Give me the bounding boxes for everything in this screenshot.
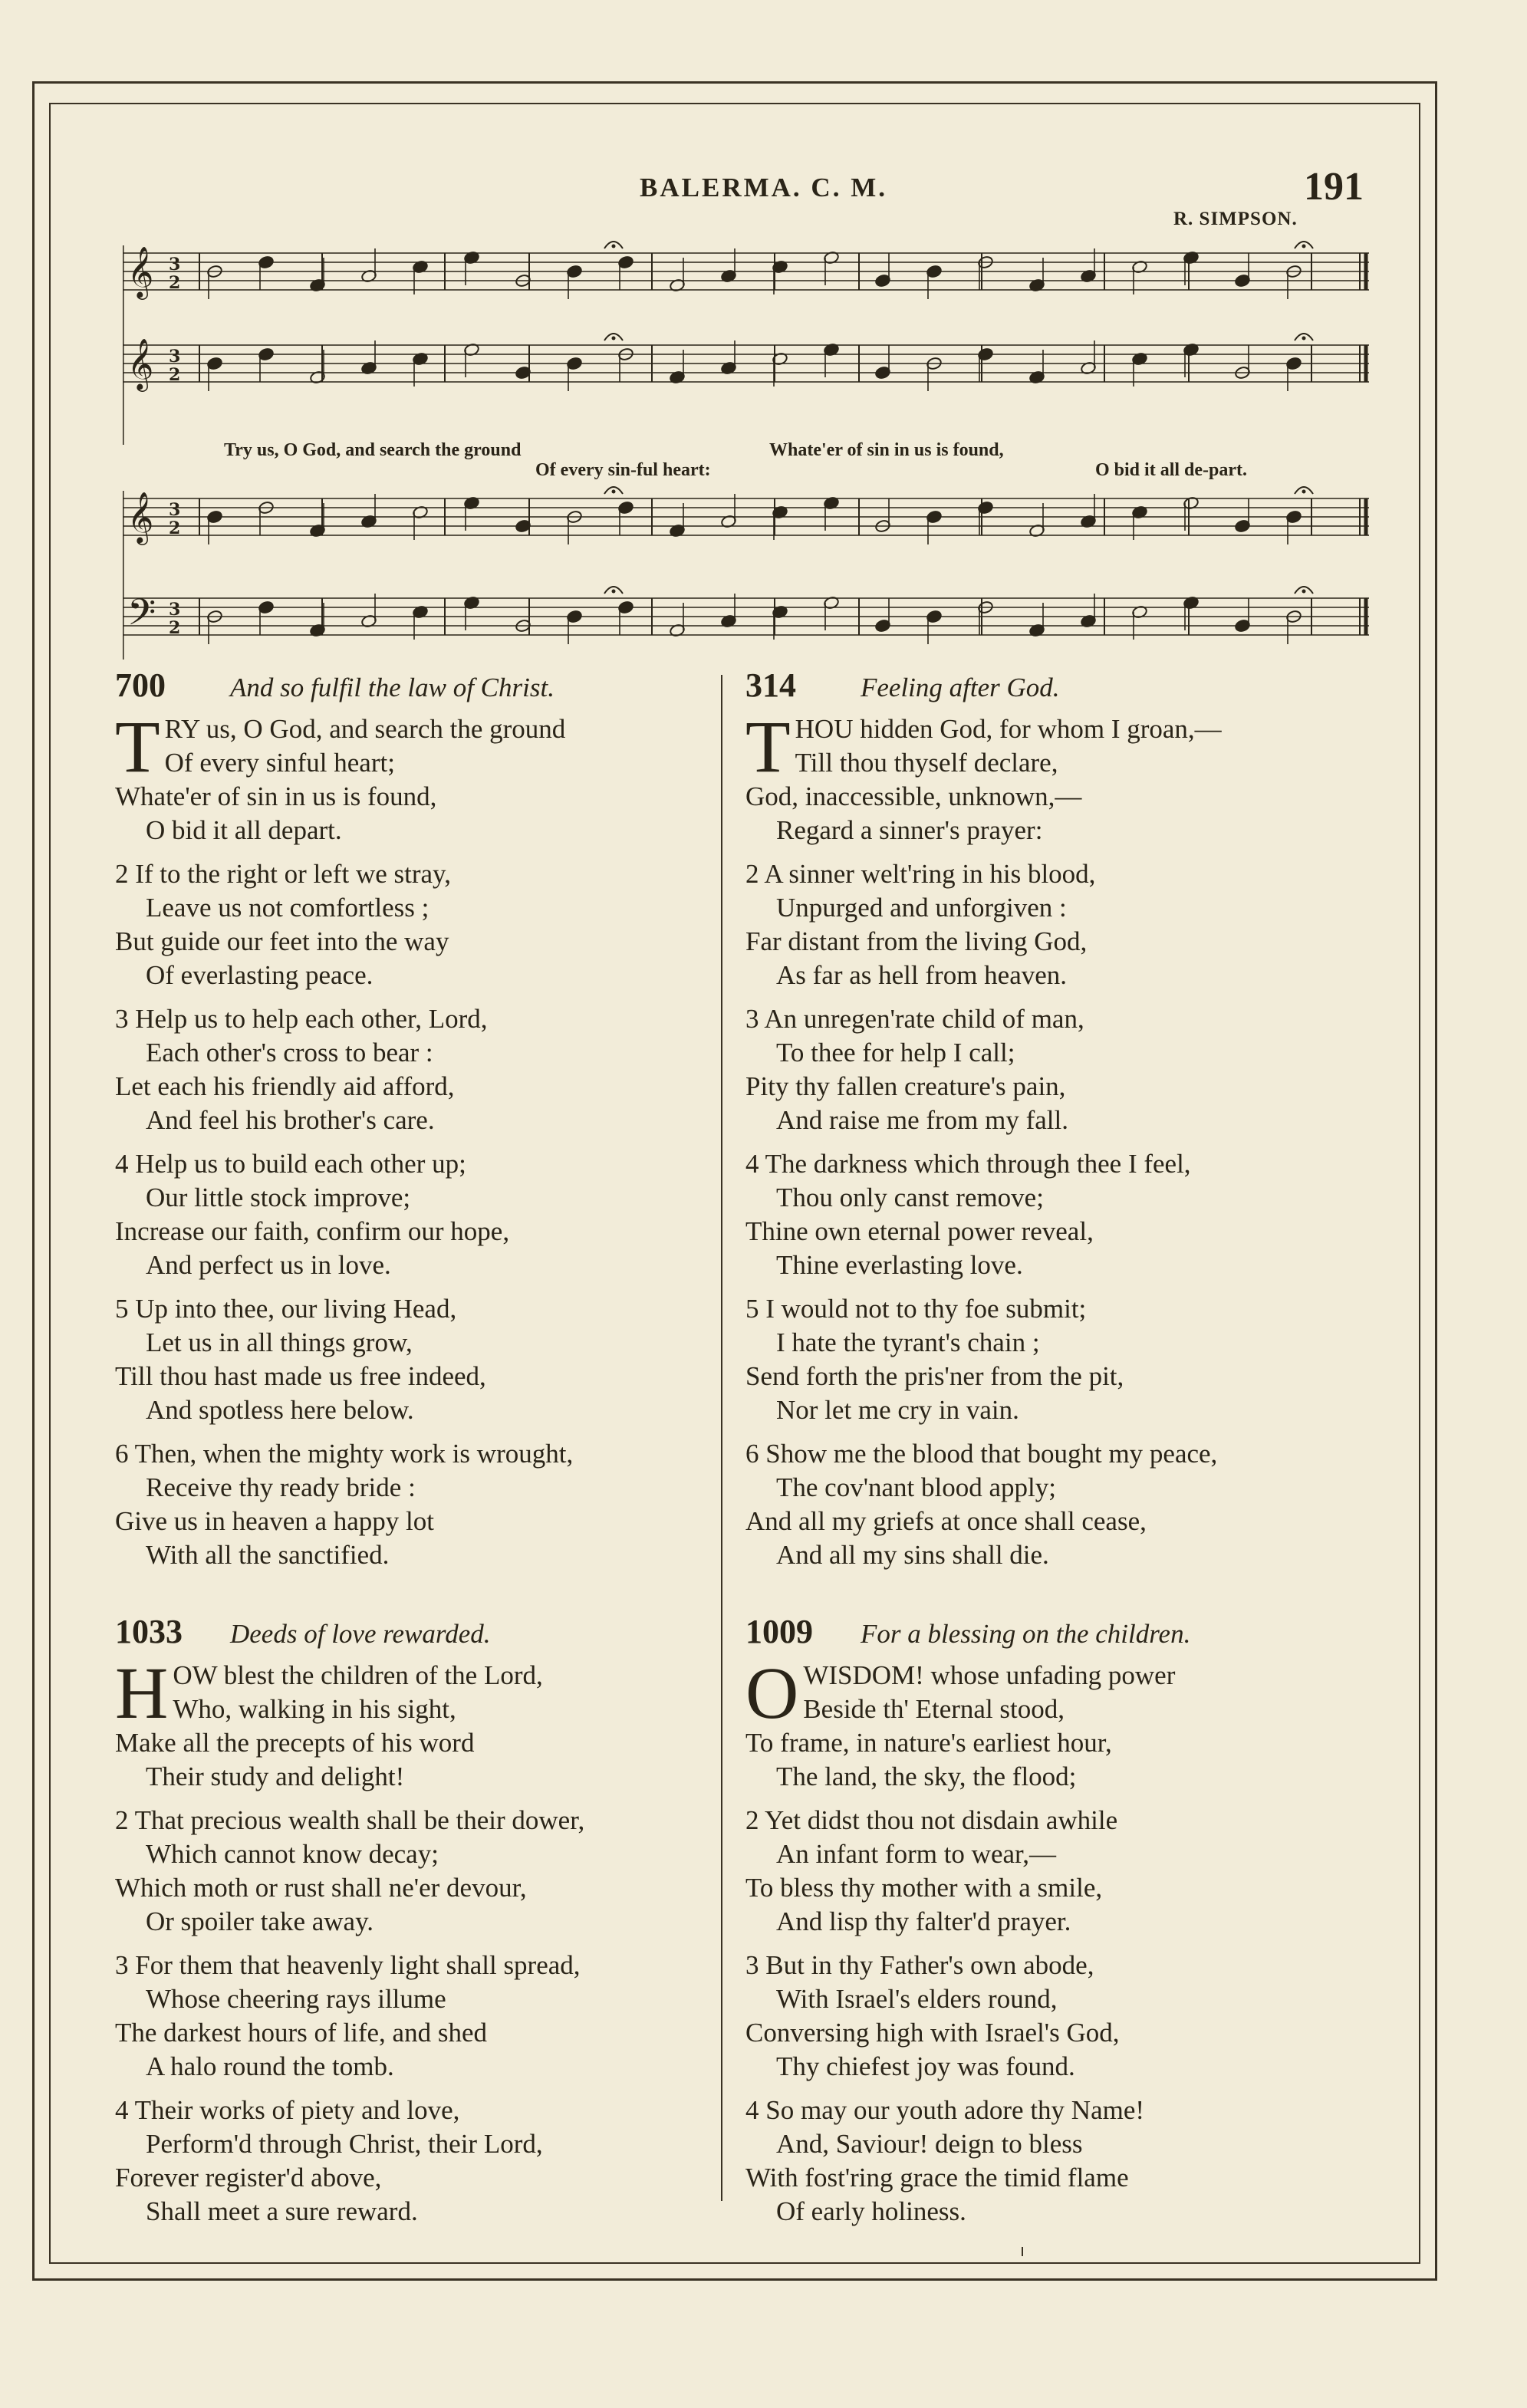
time-signature: 3 bbox=[169, 347, 181, 367]
left-column bbox=[115, 666, 721, 2268]
hymn-number: 1009 bbox=[745, 1613, 813, 1650]
hymn-heading bbox=[115, 1612, 721, 1651]
verse-line: 5 I would not to thy foe submit; bbox=[745, 1294, 1087, 1324]
verse-line: Whate'er of sin in us is found, bbox=[115, 781, 437, 811]
tune-lyric-row1-left: Try us, O God, and search the ground bbox=[224, 440, 522, 460]
verse-line: I hate the tyrant's chain ; bbox=[776, 1327, 1040, 1357]
verse-line: The cov'nant blood apply; bbox=[776, 1472, 1056, 1502]
verse-line: 2 If to the right or left we stray, bbox=[115, 859, 452, 889]
verse-line: The darkest hours of life, and shed bbox=[115, 2018, 487, 2048]
tune-lyric-row2-left: Of every sin-ful heart: bbox=[535, 460, 711, 480]
verse-line: Our little stock improve; bbox=[146, 1183, 411, 1212]
verse-line: O bid it all depart. bbox=[146, 815, 342, 845]
hymn-verse bbox=[115, 2094, 721, 2229]
hymn-verse bbox=[115, 1949, 721, 2084]
hymn bbox=[115, 1612, 721, 2229]
hymn-verse bbox=[745, 1437, 1374, 1572]
treble-clef-icon: 𝄞 bbox=[127, 491, 154, 543]
time-signature: 2 bbox=[169, 518, 181, 538]
verse-line: And lisp thy falter'd prayer. bbox=[776, 1906, 1071, 1936]
verse-line: Thine own eternal power reveal, bbox=[745, 1216, 1094, 1246]
fermata-dot bbox=[612, 590, 616, 594]
verse-line: 6 Show me the blood that bought my peace, bbox=[745, 1439, 1218, 1469]
verse-line: OW blest the children of the Lord, bbox=[173, 1660, 543, 1690]
verse-line: 3 But in thy Father's own abode, bbox=[745, 1950, 1094, 1980]
fermata-dot bbox=[1302, 337, 1306, 340]
time-signature: 2 bbox=[169, 618, 181, 638]
verse-line: Conversing high with Israel's God, bbox=[745, 2018, 1120, 2048]
verse-line: Leave us not comfortless ; bbox=[146, 893, 429, 923]
verse-line: Of early holiness. bbox=[776, 2196, 966, 2226]
hymn-heading bbox=[745, 1612, 1374, 1651]
printer-mark bbox=[1022, 2247, 1023, 2256]
verse-line: The land, the sky, the flood; bbox=[776, 1762, 1077, 1791]
verse-line: An infant form to wear,— bbox=[776, 1839, 1057, 1869]
verse-line: Beside th' Eternal stood, bbox=[803, 1694, 1065, 1724]
verse-line: And all my sins shall die. bbox=[776, 1540, 1049, 1570]
hymn-verse bbox=[115, 1292, 721, 1427]
verse-line: Unpurged and unforgiven : bbox=[776, 893, 1067, 923]
hymn-verse bbox=[115, 1002, 721, 1137]
verse-line: Their study and delight! bbox=[146, 1762, 405, 1791]
hymn-verse bbox=[745, 857, 1374, 992]
verse-line: Thou only canst remove; bbox=[776, 1183, 1044, 1212]
verse-line: To bless thy mother with a smile, bbox=[745, 1873, 1103, 1903]
time-signature: 3 bbox=[169, 255, 181, 275]
hymn-title: Feeling after God. bbox=[861, 673, 1060, 702]
fermata-dot bbox=[612, 245, 616, 248]
verse-line: But guide our feet into the way bbox=[115, 926, 449, 956]
verse-line: 4 Help us to build each other up; bbox=[115, 1149, 466, 1179]
verse-line: Send forth the pris'ner from the pit, bbox=[745, 1361, 1124, 1391]
hymn-verse bbox=[745, 1652, 1374, 1794]
verse-line: Each other's cross to bear : bbox=[146, 1038, 433, 1067]
tune-title: BALERMA. C. M. bbox=[640, 173, 887, 202]
bass-clef-icon: 𝄢 bbox=[127, 590, 156, 643]
composer-credit: R. SIMPSON. bbox=[1173, 209, 1298, 229]
verse-line: 2 That precious wealth shall be their dower, bbox=[115, 1805, 585, 1835]
hymn-number: 700 bbox=[115, 666, 166, 704]
drop-cap-letter: H bbox=[115, 1652, 169, 1734]
hymn-verse bbox=[745, 1949, 1374, 2084]
hymn-title: And so fulfil the law of Christ. bbox=[230, 673, 555, 702]
hymn-number: 1033 bbox=[115, 1613, 183, 1650]
verse-line: And, Saviour! deign to bless bbox=[776, 2129, 1083, 2159]
verse-line: With all the sanctified. bbox=[146, 1540, 390, 1570]
page-number: 191 bbox=[1304, 165, 1364, 209]
time-signature: 2 bbox=[169, 365, 181, 385]
hymn-verse bbox=[115, 1437, 721, 1572]
verse-line: Receive thy ready bride : bbox=[146, 1472, 416, 1502]
hymn-verse bbox=[745, 1292, 1374, 1427]
verse-line: God, inaccessible, unknown,— bbox=[745, 781, 1082, 811]
verse-line: 3 An unregen'rate child of man, bbox=[745, 1004, 1084, 1034]
hymn-verse bbox=[745, 1147, 1374, 1282]
hymn-verse bbox=[745, 2094, 1374, 2229]
verse-line: Whose cheering rays illume bbox=[146, 1984, 446, 2014]
right-column bbox=[745, 666, 1374, 2268]
verse-line: Which moth or rust shall ne'er devour, bbox=[115, 1873, 527, 1903]
verse-line: 3 Help us to help each other, Lord, bbox=[115, 1004, 488, 1034]
verse-line: Or spoiler take away. bbox=[146, 1906, 374, 1936]
verse-line: RY us, O God, and search the ground bbox=[164, 714, 566, 744]
treble-clef-icon: 𝄞 bbox=[127, 245, 154, 298]
drop-cap-letter: T bbox=[115, 706, 160, 788]
verse-line: 4 The darkness which through thee I feel, bbox=[745, 1149, 1191, 1179]
verse-line: 2 Yet didst thou not disdain awhile bbox=[745, 1805, 1118, 1835]
column-divider bbox=[721, 675, 722, 2201]
hymn-verse bbox=[115, 1652, 721, 1794]
hymn-heading bbox=[745, 666, 1374, 705]
hymn-verse bbox=[115, 706, 721, 847]
fermata-dot bbox=[1302, 590, 1306, 594]
verse-line: As far as hell from heaven. bbox=[776, 960, 1068, 990]
hymn bbox=[115, 666, 721, 1572]
hymn-verse bbox=[745, 706, 1374, 847]
verse-line: Thine everlasting love. bbox=[776, 1250, 1023, 1280]
hymn bbox=[745, 666, 1374, 1572]
verse-line: And perfect us in love. bbox=[146, 1250, 391, 1280]
tune-lyric-row2-right: O bid it all de-part. bbox=[1095, 460, 1248, 480]
verse-line: 4 Their works of piety and love, bbox=[115, 2095, 460, 2125]
hymn-verse bbox=[115, 1804, 721, 1939]
verse-line: With fost'ring grace the timid flame bbox=[745, 2163, 1129, 2193]
verse-line: Let each his friendly aid afford, bbox=[115, 1071, 455, 1101]
verse-line: Till thou hast made us free indeed, bbox=[115, 1361, 486, 1391]
hymn-verse bbox=[115, 857, 721, 992]
verse-line: A halo round the tomb. bbox=[146, 2051, 394, 2081]
verse-line: Thy chiefest joy was found. bbox=[776, 2051, 1075, 2081]
verse-line: Give us in heaven a happy lot bbox=[115, 1506, 435, 1536]
fermata-dot bbox=[1302, 490, 1306, 494]
fermata-dot bbox=[612, 490, 616, 494]
verse-line: Far distant from the living God, bbox=[745, 926, 1088, 956]
time-signature: 2 bbox=[169, 273, 181, 293]
treble-clef-icon: 𝄞 bbox=[127, 337, 154, 390]
verse-line: Let us in all things grow, bbox=[146, 1327, 413, 1357]
verse-line: Perform'd through Christ, their Lord, bbox=[146, 2129, 543, 2159]
tune-lyric-row1-right: Whate'er of sin in us is found, bbox=[769, 440, 1004, 460]
hymn bbox=[745, 1612, 1374, 2229]
fermata-dot bbox=[1302, 245, 1306, 248]
hymn-verse bbox=[745, 1002, 1374, 1137]
verse-line: To frame, in nature's earliest hour, bbox=[745, 1728, 1112, 1758]
verse-line: Shall meet a sure reward. bbox=[146, 2196, 418, 2226]
drop-cap-letter: T bbox=[745, 706, 791, 788]
time-signature: 3 bbox=[169, 600, 181, 620]
hymn-verse bbox=[115, 1147, 721, 1282]
verse-line: Of everlasting peace. bbox=[146, 960, 374, 990]
time-signature: 3 bbox=[169, 500, 181, 520]
hymn-verse bbox=[745, 1804, 1374, 1939]
hymn-title: Deeds of love rewarded. bbox=[230, 1619, 491, 1649]
verse-line: Forever register'd above, bbox=[115, 2163, 382, 2193]
verse-line: Nor let me cry in vain. bbox=[776, 1395, 1019, 1425]
drop-cap-letter: O bbox=[745, 1652, 799, 1734]
verse-line: Of every sinful heart; bbox=[164, 748, 395, 778]
verse-line: And spotless here below. bbox=[146, 1395, 414, 1425]
verse-line: Till thou thyself declare, bbox=[795, 748, 1058, 778]
verse-line: 4 So may our youth adore thy Name! bbox=[745, 2095, 1145, 2125]
verse-line: Who, walking in his sight, bbox=[173, 1694, 456, 1724]
verse-line: To thee for help I call; bbox=[776, 1038, 1015, 1067]
verse-line: Pity thy fallen creature's pain, bbox=[745, 1071, 1066, 1101]
verse-line: 5 Up into thee, our living Head, bbox=[115, 1294, 457, 1324]
verse-line: Regard a sinner's prayer: bbox=[776, 815, 1043, 845]
hymn-title: For a blessing on the children. bbox=[861, 1619, 1191, 1649]
verse-line: With Israel's elders round, bbox=[776, 1984, 1058, 2014]
hymn-number: 314 bbox=[745, 666, 796, 704]
verse-line: WISDOM! whose unfading power bbox=[803, 1660, 1176, 1690]
verse-line: 2 A sinner welt'ring in his blood, bbox=[745, 859, 1096, 889]
verse-line: Make all the precepts of his word bbox=[115, 1728, 475, 1758]
verse-line: Increase our faith, confirm our hope, bbox=[115, 1216, 510, 1246]
fermata-dot bbox=[612, 337, 616, 340]
hymn-heading bbox=[115, 666, 721, 705]
verse-line: And feel his brother's care. bbox=[146, 1105, 435, 1135]
verse-line: HOU hidden God, for whom I groan,— bbox=[795, 714, 1222, 744]
verse-line: 6 Then, when the mighty work is wrought, bbox=[115, 1439, 574, 1469]
verse-line: And raise me from my fall. bbox=[776, 1105, 1069, 1135]
verse-line: Which cannot know decay; bbox=[146, 1839, 439, 1869]
verse-line: 3 For them that heavenly light shall spread, bbox=[115, 1950, 581, 1980]
verse-line: And all my griefs at once shall cease, bbox=[745, 1506, 1147, 1536]
